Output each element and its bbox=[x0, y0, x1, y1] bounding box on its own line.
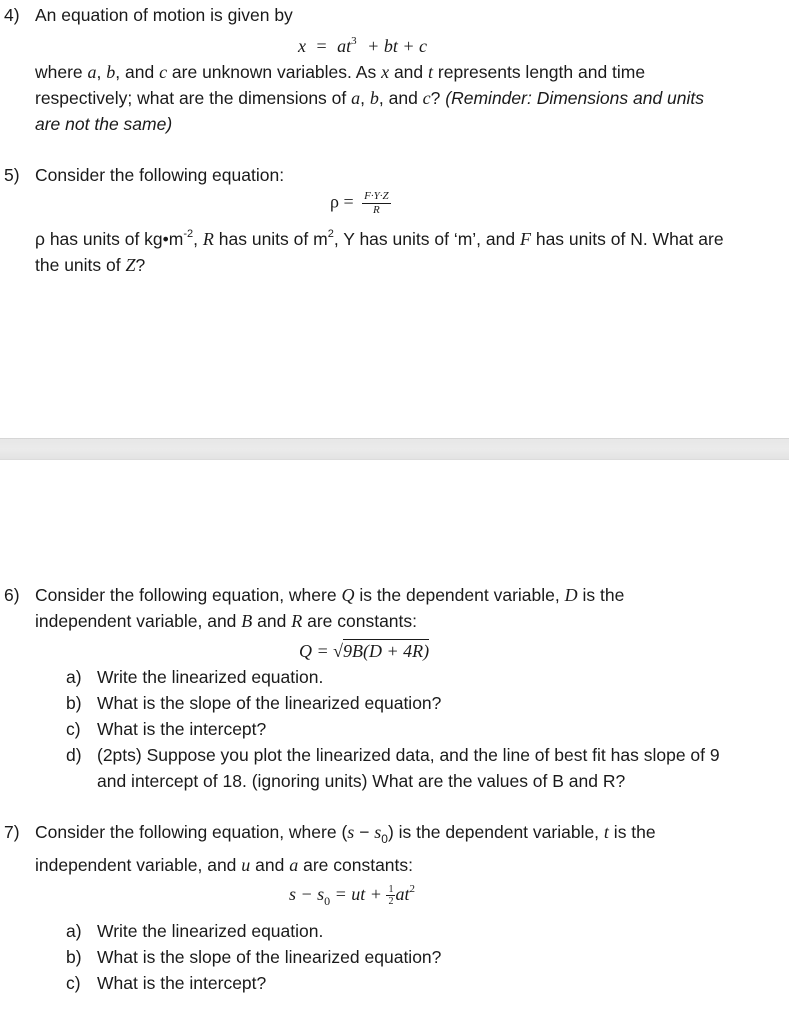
question-text-line: independent variable, and B and R are constants: bbox=[35, 611, 418, 631]
list-item: b) What is the slope of the linearized equation? bbox=[66, 693, 442, 713]
question-text-line: the units of Z? bbox=[35, 255, 146, 275]
page-divider bbox=[0, 438, 789, 460]
question-number: 4) bbox=[4, 5, 20, 25]
list-item-continuation: and intercept of 18. (ignoring units) What are the values of B and R? bbox=[97, 771, 626, 791]
equation-motion: $x = at^3$ + bt + c bbox=[298, 35, 427, 56]
question-number: 6) bbox=[4, 585, 20, 605]
equation-sqrt: Q = √9B(D + 4R) bbox=[299, 641, 430, 661]
question-text-line: respectively; what are the dimensions of a, b, and c? (Reminder: Dimensions and units bbox=[35, 88, 705, 108]
list-item: c) What is the intercept? bbox=[66, 973, 267, 993]
question-text-line: Consider the following equation, where Q is the dependent variable, D is the bbox=[35, 585, 625, 605]
question-title: An equation of motion is given by bbox=[35, 5, 293, 25]
list-item: a) Write the linearized equation. bbox=[66, 667, 324, 687]
question-text-line: independent variable, and u and a are constants: bbox=[35, 855, 414, 875]
fraction: $\frac{1}{2}$ bbox=[388, 884, 394, 908]
question-text-line: are not the same) bbox=[35, 114, 173, 134]
list-item: d) (2pts) Suppose you plot the linearized data, and the line of best fit has slope of 9 bbox=[66, 745, 720, 765]
question-text-line: where a, b, and c are unknown variables. As x and t represents length and time bbox=[35, 62, 646, 82]
list-item: b) What is the slope of the linearized equation? bbox=[66, 947, 442, 967]
fraction: $\frac{F\cdot Y\cdot Z}{R}$ bbox=[364, 190, 389, 216]
question-text-line: ρ has units of $kg•m^{-2}$, R has units of $m^2$, Y has units of ‘m’, and F has units of N. What are bbox=[35, 228, 724, 249]
equation-kinematics: $s - s_0$ = ut + $\frac{1}{2}$ $at^2$ bbox=[289, 883, 415, 908]
equation-rho: ρ = $\frac{F\cdot Y\cdot Z}{R}$ bbox=[330, 190, 389, 216]
list-item: c) What is the intercept? bbox=[66, 719, 267, 739]
question-title: Consider the following equation: bbox=[35, 165, 285, 185]
question-text-line: Consider the following equation, where $(s - s_0)$ is the dependent variable, t is the bbox=[35, 822, 656, 846]
question-number: 5) bbox=[4, 165, 20, 185]
question-number: 7) bbox=[4, 822, 20, 842]
list-item: a) Write the linearized equation. bbox=[66, 921, 324, 941]
